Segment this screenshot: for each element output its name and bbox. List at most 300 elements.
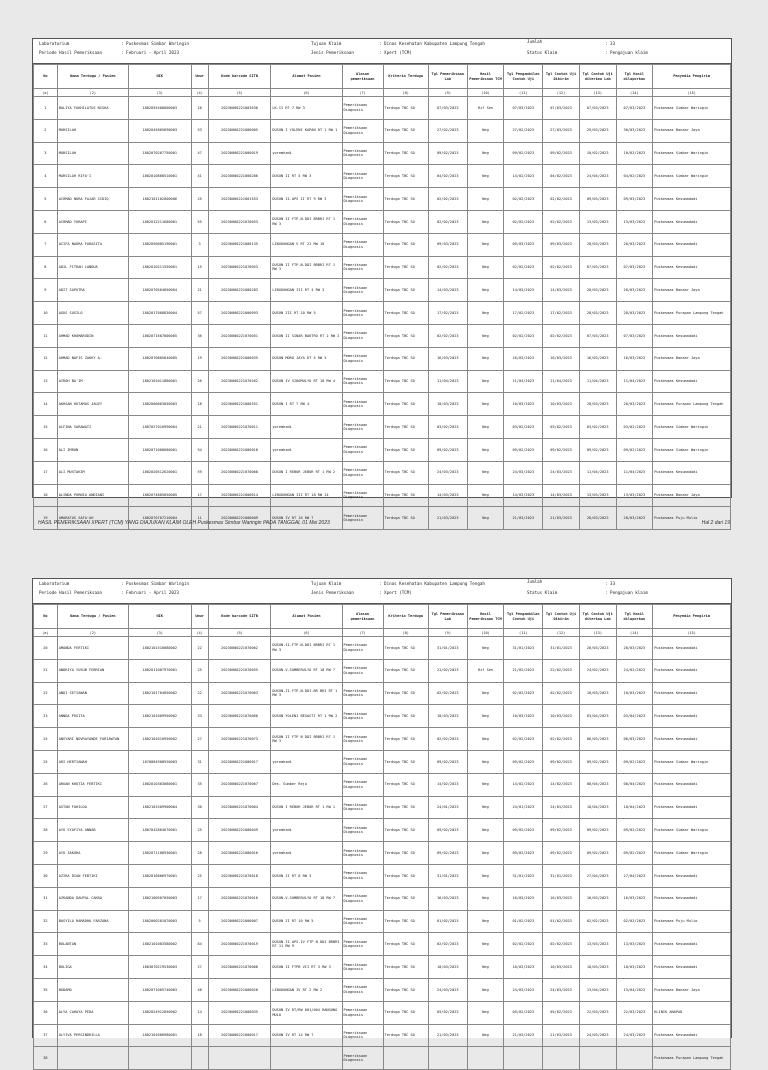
table-cell: 21/03/2023 (504, 1024, 543, 1047)
table-cell: Neg (467, 279, 504, 302)
table-cell: 1802070504050004 (128, 279, 191, 302)
column-header: Kode barcode SITB (208, 65, 271, 89)
table-cell: 24/03/2023 (504, 461, 543, 484)
table-cell: Pemeriksaan Diagnosis (342, 233, 383, 256)
column-header: Hasil Pemeriksaan TCM (467, 605, 504, 629)
table-cell: 27/02/2023 (504, 119, 543, 142)
table-cell: 1802101003580002 (128, 933, 191, 956)
table-cell (579, 1047, 616, 1070)
table-cell: Terduga TBC SO (383, 393, 428, 416)
table-cell: Neg (467, 165, 504, 188)
table-cell: 20 (34, 637, 58, 660)
table-cell: 09/02/2023 (428, 438, 467, 461)
page-footer (0, 518, 768, 530)
header-period-value: : Februari - April 2023 (121, 50, 179, 55)
table-cell: Puskesmas Kesumadadi (653, 728, 731, 751)
table-cell: 01/02/2023 (504, 910, 543, 933)
table-cell: Puskesmas Kesumadadi (653, 210, 731, 233)
table-cell: 1802070805840005 (128, 347, 191, 370)
column-index: (7) (342, 89, 383, 97)
table-row (34, 279, 731, 302)
table-cell: 20230000221000017 (208, 1024, 271, 1047)
table-cell: Terduga TBC SO (383, 864, 428, 887)
table-cell: Puskesmas Kesumadadi (653, 370, 731, 393)
table-cell: 10/04/2023 (616, 796, 653, 819)
table-row (34, 347, 731, 370)
table-cell: 24/02/2023 (579, 659, 616, 682)
table-cell: BASYILA RAMADHA FARZANA (57, 910, 128, 933)
column-header: Kriteria Terduga (383, 65, 428, 89)
table-cell: 3 (191, 233, 208, 256)
table-cell: 21/03/2023 (428, 507, 467, 530)
table-cell: Puskesmas Simbar Waringin (653, 97, 731, 120)
table-cell: 11/04/2023 (504, 370, 543, 393)
table-cell: 20230000221000017 (208, 750, 271, 773)
table-cell: DUSUN.II.FTP.N.DDI.BR BRI RT 1 RW 3 (271, 682, 342, 705)
header-count-value: : 33 (605, 581, 616, 586)
header-count-value: : 33 (605, 41, 616, 46)
table-cell: Puskesmas Kesumadadi (653, 324, 731, 347)
table-cell: Pemeriksaan Diagnosis (342, 484, 383, 507)
table-cell: 20/03/2023 (579, 393, 616, 416)
table-cell: 9 (34, 279, 58, 302)
header-period-label: Periode Hasil Pemeriksaan (39, 50, 103, 55)
table-cell: Neg (467, 233, 504, 256)
column-header-row (34, 65, 731, 89)
table-cell: yoremhadi (271, 438, 342, 461)
table-cell: 26 (191, 370, 208, 393)
table-cell: 10/03/2023 (543, 393, 580, 416)
table-cell: yoremhadi (271, 416, 342, 439)
table-cell: 20230000221000351 (208, 393, 271, 416)
table-cell: 20230000221000609 (208, 507, 271, 530)
table-cell: Pemeriksaan Diagnosis (342, 705, 383, 728)
table-cell: AYU ZAKURA (57, 842, 128, 865)
table-cell: 03/02/2023 (504, 416, 543, 439)
table-cell: 1807027010990004 (128, 416, 191, 439)
table-row (34, 728, 731, 751)
table-cell: 22 (191, 637, 208, 660)
table-cell: 02/02/2023 (428, 728, 467, 751)
table-row (34, 416, 731, 439)
table-cell: 30/03/2023 (616, 119, 653, 142)
table-cell: 22/02/2023 (543, 659, 580, 682)
table-cell: Pemeriksaan Diagnosis (342, 188, 383, 211)
column-header: Tgl Hasil dilaporkan (616, 605, 653, 629)
table-cell: 7 (34, 233, 58, 256)
table-cell: 16/03/2023 (428, 347, 467, 370)
table-cell: 2 (34, 119, 58, 142)
report-page-2 (32, 578, 732, 1063)
column-header: No (34, 605, 58, 629)
table-cell: 21 (191, 416, 208, 439)
table-cell: 02/02/2023 (616, 910, 653, 933)
table-cell: Puskesmas Simbar Waringin (653, 438, 731, 461)
table-cell: 20230000221000016 (208, 842, 271, 865)
table-cell: 20230000221070060 (208, 705, 271, 728)
table-cell: 22/03/2023 (616, 1001, 653, 1024)
table-cell: 1802045805690003 (128, 119, 191, 142)
table-cell: Terduga TBC SO (383, 416, 428, 439)
table-cell: 22 (191, 682, 208, 705)
column-index: (13) (579, 89, 616, 97)
table-cell: 13/03/2023 (616, 484, 653, 507)
table-cell: 55 (191, 210, 208, 233)
table-cell: ACIFA NAURA FARASITA (57, 233, 128, 256)
table-cell: DUSUN II RT 10 RW 5 (271, 910, 342, 933)
table-cell: Terduga TBC SO (383, 279, 428, 302)
table-cell: 07/03/2023 (504, 97, 543, 120)
table-cell: Pemeriksaan Diagnosis (342, 796, 383, 819)
table-cell (616, 1047, 653, 1070)
table-cell: 28 (34, 819, 58, 842)
table-cell: DUSUN IV RT 16 RW 7 (271, 507, 342, 530)
column-index: (7) (342, 629, 383, 637)
table-cell: 1802101102000006 (128, 188, 191, 211)
column-header: Alamat Pasien (271, 65, 342, 89)
table-cell: 20/03/2023 (579, 637, 616, 660)
table-cell: Neg (467, 819, 504, 842)
table-cell: Pemeriksaan Diagnosis (342, 819, 383, 842)
table-cell: Puskesmas Puju Mulio (653, 910, 731, 933)
header-period-value: : Februari - April 2023 (121, 590, 179, 595)
table-cell: 10/03/2023 (616, 682, 653, 705)
table-cell: 27/02/2023 (428, 119, 467, 142)
table-cell: Terduga TBC SO (383, 887, 428, 910)
table-cell: BUDAMO (57, 978, 128, 1001)
table-row (34, 956, 731, 979)
table-cell: Des. Sumber Rejo (271, 773, 342, 796)
table-cell: 16/03/2023 (579, 347, 616, 370)
column-index: (10) (467, 629, 504, 637)
table-cell: 1802071008680001 (128, 438, 191, 461)
table-cell: Pemeriksaan Diagnosis (342, 933, 383, 956)
table-cell: Neg (467, 461, 504, 484)
table-cell: DUSUN I RT 7 RW 4 (271, 393, 342, 416)
table-cell: 11 (191, 507, 208, 530)
table-cell: 4 (34, 165, 58, 188)
table-cell: ALI MUSTAKIM (57, 461, 128, 484)
table-cell: 14/02/2023 (504, 773, 543, 796)
table-cell: 28/03/2023 (579, 302, 616, 325)
table-cell: 28/03/2023 (616, 507, 653, 530)
table-cell: MARSILAH (57, 119, 128, 142)
table-cell: 02/02/2023 (543, 728, 580, 751)
table-cell: 25 (191, 819, 208, 842)
table-cell: 11/04/2023 (428, 370, 467, 393)
table-cell: AHMAD KHOMARUDIN (57, 324, 128, 347)
table-cell: 09/02/2023 (543, 142, 580, 165)
table-cell: Terduga TBC SO (383, 256, 428, 279)
table-cell: 28/03/2023 (579, 507, 616, 530)
header-status-label: Status Klaim (527, 590, 558, 595)
table-cell: Pemeriksaan Diagnosis (342, 279, 383, 302)
table-cell: 57 (191, 302, 208, 325)
table-cell: Terduga TBC SO (383, 438, 428, 461)
table-row (34, 119, 731, 142)
table-cell: 1802017008830004 (128, 302, 191, 325)
table-cell: Terduga TBC SO (383, 370, 428, 393)
table-cell: 09/02/2023 (579, 438, 616, 461)
column-header: Tgl Pemeriksaan Lab (428, 65, 467, 89)
header-status-label: Status Klaim (527, 50, 558, 55)
table-cell: Terduga TBC SO (383, 773, 428, 796)
table-cell: AKHSAN HUTAMAS JAUZY (57, 393, 128, 416)
table-cell: 11/04/2023 (616, 370, 653, 393)
table-row (34, 819, 731, 842)
table-cell: 20230000221070068 (208, 461, 271, 484)
table-cell: 20230000221070062 (208, 637, 271, 660)
table-cell: 02/02/2023 (504, 256, 543, 279)
table-cell: 59 (191, 461, 208, 484)
table-cell: Puskesmas Puju Mulio (653, 507, 731, 530)
table-cell: DUSUN II.APS II RT 9 RW 3 (271, 188, 342, 211)
table-cell: Puskesmas Bandar Jaya (653, 279, 731, 302)
table-cell: 20230000221070055 (208, 659, 271, 682)
table-cell: 13/03/2023 (579, 933, 616, 956)
report-header (33, 39, 731, 64)
table-cell: DUSUN I YOLENI KAPAN RT 1 RW 1 (271, 119, 342, 142)
table-cell: LINGKUNGAN IV RT 2 RW 2 (271, 978, 342, 1001)
table-cell: Pemeriksaan Diagnosis (342, 97, 383, 120)
table-cell: DUSUN II.APS.IV FTP N DDI BRBRI RT 11 RW 9 (271, 933, 342, 956)
table-cell: 09/03/2023 (428, 233, 467, 256)
table-cell: 35 (34, 978, 58, 1001)
table-cell: 29 (34, 842, 58, 865)
table-cell: 20/03/2023 (579, 279, 616, 302)
table-cell: 34 (34, 956, 58, 979)
table-cell: 09/03/2023 (504, 233, 543, 256)
table-cell: 17/02/2023 (504, 302, 543, 325)
table-cell: 10/03/2023 (504, 393, 543, 416)
table-cell: 33 (191, 705, 208, 728)
table-cell: Terduga TBC SO (383, 796, 428, 819)
table-cell: Neg (467, 210, 504, 233)
table-cell: ACHMAD NURA FAJAR SIDIQ (57, 188, 128, 211)
table-cell: Terduga TBC SO (383, 484, 428, 507)
table-cell: 30 (191, 796, 208, 819)
table-cell: 20230000221000028 (208, 978, 271, 1001)
table-cell: 10/03/2023 (543, 705, 580, 728)
table-cell: Pemeriksaan Diagnosis (342, 1047, 383, 1070)
table-row (34, 461, 731, 484)
table-cell: 09/03/2023 (616, 188, 653, 211)
footer-title: HASIL PEMERIKSAAN XPERT (TCM) YANG DIAJUKAN KLAIM OLEH Puskesmas Simbar Waringin PADA TANGGAL 01 Mei 2023 (38, 520, 330, 526)
table-cell: Pemeriksaan Diagnosis (342, 864, 383, 887)
table-cell: 02/02/2023 (543, 933, 580, 956)
table-cell: 1802071108930001 (128, 842, 191, 865)
header-lab-label: Laboratorium (39, 41, 70, 46)
table-cell: 17 (191, 887, 208, 910)
table-cell: 07/03/2023 (579, 256, 616, 279)
table-cell (57, 1047, 128, 1070)
table-row (34, 233, 731, 256)
table-cell: Neg (467, 978, 504, 1001)
table-cell: 20230000221003030 (208, 97, 271, 120)
column-header: No (34, 65, 58, 89)
table-cell: 1802101608980001 (128, 1024, 191, 1047)
table-cell: Terduga TBC SO (383, 910, 428, 933)
table-cell: 08/04/2023 (579, 773, 616, 796)
table-cell (504, 1047, 543, 1070)
table-cell: DUSUN II FTPB VII RT 3 RW 3 (271, 956, 342, 979)
table-cell: Puskesmas Kesumadadi (653, 887, 731, 910)
header-lab-value: : Puskesmas Simbar Waringin (121, 41, 190, 46)
report-header (33, 579, 731, 604)
table-cell: 20230000221000135 (208, 233, 271, 256)
table-cell: 13/03/2023 (579, 484, 616, 507)
table-cell: 15 (191, 256, 208, 279)
table-cell: DUSUN.V.SUMBERULYO RT 18 RW 7 (271, 887, 342, 910)
table-cell: Terduga TBC SO (383, 842, 428, 865)
table-cell: 28/03/2023 (616, 302, 653, 325)
table-cell: 05/02/2023 (428, 1001, 467, 1024)
table-cell: Puskesmas Simbar Waringin (653, 142, 731, 165)
table-cell: 10/02/2023 (579, 142, 616, 165)
table-cell: 20230000221070053 (208, 256, 271, 279)
table-cell: Terduga TBC SO (383, 188, 428, 211)
table-cell: DUSUN II FTP N DDI BRBRI RT 1 RW 3 (271, 728, 342, 751)
table-cell: 09/02/2023 (579, 842, 616, 865)
table-row (34, 773, 731, 796)
header-exam-type-value: : Xpert (TCM) (379, 50, 412, 55)
table-cell: 1802101509900004 (128, 796, 191, 819)
table-cell: Neg (467, 750, 504, 773)
table-cell: Pemeriksaan Diagnosis (342, 1001, 383, 1024)
table-cell: 36 (191, 324, 208, 347)
header-period-label: Periode Hasil Pemeriksaan (39, 590, 103, 595)
column-index: (6) (271, 629, 342, 637)
table-cell: 03/02/2023 (428, 416, 467, 439)
table-cell: DUSUN IV RT/RW 001/004 RANGUNG MULO (271, 1001, 342, 1024)
table-cell: Terduga TBC SO (383, 324, 428, 347)
table-cell: 01/02/2023 (428, 910, 467, 933)
column-index: (3) (128, 629, 191, 637)
table-cell: Terduga TBC SO (383, 165, 428, 188)
table-cell: Pemeriksaan Diagnosis (342, 119, 383, 142)
table-row (34, 438, 731, 461)
table-cell: 10/03/2023 (579, 956, 616, 979)
table-cell: 20230000221070262 (208, 370, 271, 393)
column-header: Penyedia Pengirim (653, 65, 731, 89)
table-cell: Neg (467, 438, 504, 461)
table-cell: Puskesmas Bandar Jaya (653, 119, 731, 142)
table-cell: 1802101510080002 (128, 637, 191, 660)
table-cell: Terduga TBC SO (383, 1024, 428, 1047)
table-cell: 02/02/2023 (543, 210, 580, 233)
table-cell: Puskesmas Kesumadadi (653, 682, 731, 705)
table-cell: 14/03/2023 (428, 484, 467, 507)
table-cell: Pemeriksaan Diagnosis (342, 728, 383, 751)
table-cell: Pemeriksaan Diagnosis (342, 393, 383, 416)
table-cell: yoremhadi (271, 750, 342, 773)
table-cell: AYU SYAFIYA ANNAB (57, 819, 128, 842)
table-cell: Neg (467, 142, 504, 165)
table-cell: 02/02/2023 (428, 256, 467, 279)
table-cell: 1807042804070001 (128, 819, 191, 842)
table-cell: ACHMAD YURAPI (57, 210, 128, 233)
table-cell: Terduga TBC SO (383, 461, 428, 484)
table-cell: Pemeriksaan Diagnosis (342, 887, 383, 910)
table-cell: Terduga TBC SO (383, 728, 428, 751)
table-cell: 02/02/2023 (504, 188, 543, 211)
table-cell: 09/02/2023 (616, 750, 653, 773)
table-cell: yoremhadi (271, 842, 342, 865)
table-cell: 41 (191, 165, 208, 188)
table-cell: Pemeriksaan Diagnosis (342, 507, 383, 530)
table-cell: Puskesmas Bandar Jaya (653, 484, 731, 507)
table-cell: Neg (467, 956, 504, 979)
table-cell: Neg (467, 1024, 504, 1047)
table-row (34, 188, 731, 211)
table-cell: Pemeriksaan Diagnosis (342, 210, 383, 233)
table-cell: 02/02/2023 (504, 933, 543, 956)
table-cell: 20230000221000049 (208, 819, 271, 842)
header-count-label: Jumlah (527, 579, 543, 584)
table-cell: 09/03/2023 (543, 233, 580, 256)
table-cell: ALINDA PURNIA ANDIANI (57, 484, 128, 507)
column-index: (9) (428, 89, 467, 97)
table-cell: LK.II RT 7 RW 3 (271, 97, 342, 120)
table-cell: Puskesmas Simbar Waringin (653, 842, 731, 865)
table-cell: 09/02/2023 (543, 750, 580, 773)
table-cell: ANDRIYA YUSUB FEBRIAN (57, 659, 128, 682)
table-cell: LINGKUNGAN III RT 4 RW 3 (271, 279, 342, 302)
table-cell: 19 (34, 507, 58, 530)
table-cell: 25 (191, 659, 208, 682)
table-cell: 21/03/2023 (543, 507, 580, 530)
table-cell: DUSUN II FTP.N.DDI BRBRI RT 1 RW 3 (271, 256, 342, 279)
table-cell: 20230000221070063 (208, 682, 271, 705)
table-cell: 24/03/2023 (428, 978, 467, 1001)
table-cell: 09/02/2023 (504, 842, 543, 865)
table-cell: 1 (34, 97, 58, 120)
table-cell: Neg (467, 256, 504, 279)
table-cell: 02/02/2023 (428, 210, 467, 233)
table-cell: 10/03/2023 (543, 956, 580, 979)
table-cell: 13/03/2023 (579, 210, 616, 233)
table-cell: Puskesmas Kesumadadi (653, 1024, 731, 1047)
column-header: Tgl Pengambilan Contoh Uji (504, 65, 543, 89)
table-cell: 20230000221001553 (208, 188, 271, 211)
column-header: Kriteria Terduga (383, 605, 428, 629)
table-cell: Rif Sen (467, 97, 504, 120)
table-cell: 09/02/2023 (616, 842, 653, 865)
table-cell: Pemeriksaan Diagnosis (342, 416, 383, 439)
table-cell: 29/03/2023 (579, 119, 616, 142)
table-cell: 24 (34, 728, 58, 751)
table-cell: 07/03/2023 (428, 97, 467, 120)
table-cell: 28 (191, 842, 208, 865)
table-cell: 10/02/2023 (616, 142, 653, 165)
table-cell: 18 (191, 1024, 208, 1047)
table-cell: 15 (34, 416, 58, 439)
table-cell: Neg (467, 347, 504, 370)
header-exam-type-label: Jenis Pemeriksaan (311, 590, 354, 595)
table-cell: 13/04/2023 (616, 978, 653, 1001)
table-cell: 10/03/2023 (579, 682, 616, 705)
table-cell: MARSILAH (57, 142, 128, 165)
table-cell: 31 (34, 887, 58, 910)
table-cell: 22 (34, 682, 58, 705)
table-cell: 1802070707210004 (128, 507, 191, 530)
table-cell: Neg (467, 507, 504, 530)
table-cell: Neg (467, 637, 504, 660)
table-cell: 10/03/2023 (504, 705, 543, 728)
table-cell: 31/01/2023 (543, 637, 580, 660)
table-cell (383, 1047, 428, 1070)
table-cell: 1802024912050002 (128, 1001, 191, 1024)
